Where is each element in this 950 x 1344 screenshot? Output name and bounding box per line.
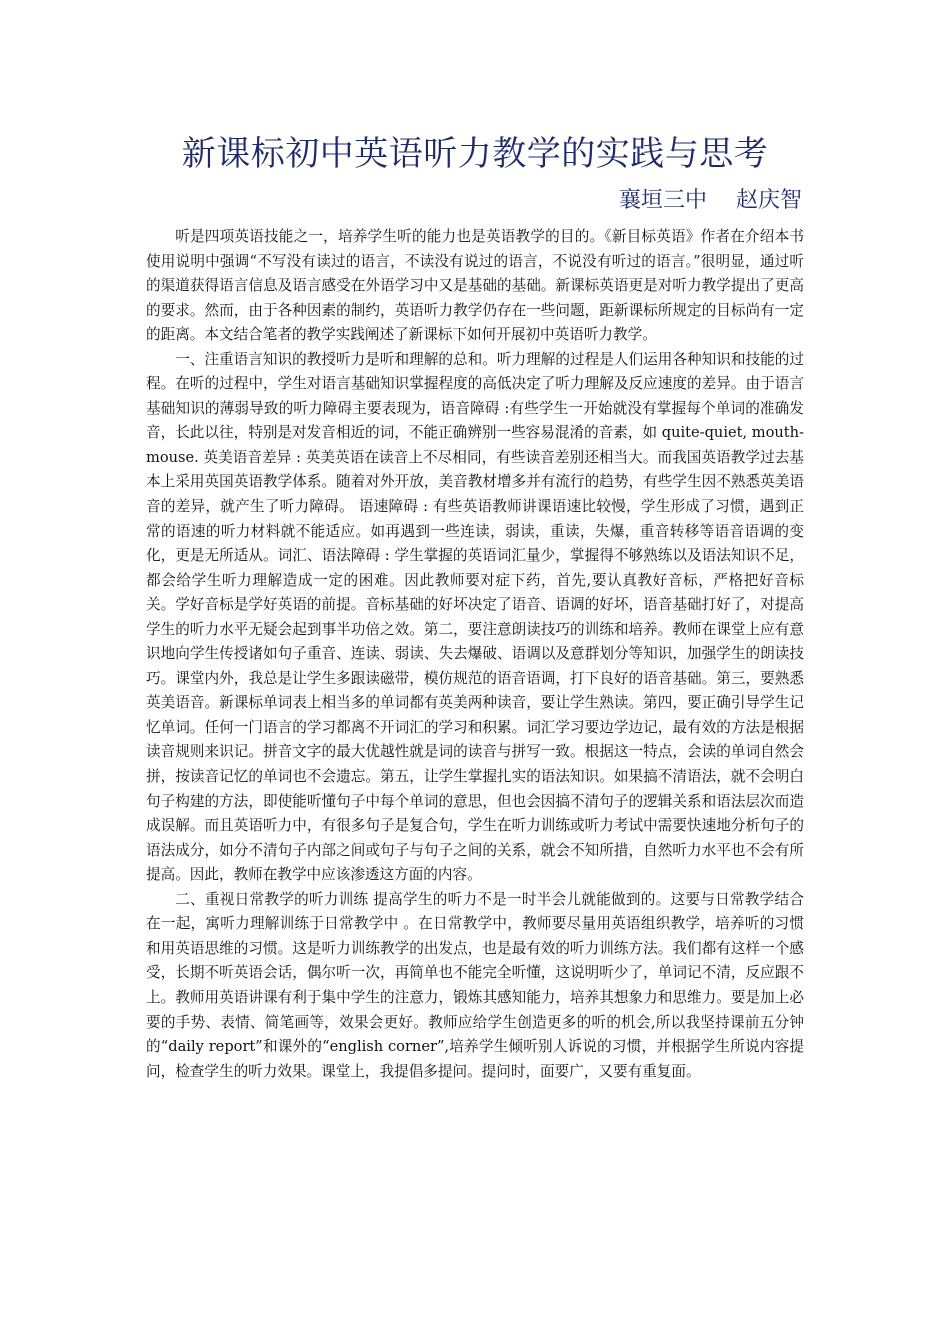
paragraph-section-1: 一、注重语言知识的教授听力是听和理解的总和。听力理解的过程是人们运用各种知识和技能的过程。在听的过程中，学生对语言基础知识掌握程度的高低决定了听力理解及反应速度的差异。由于语言基础知识的薄弱导致的听力障碍主要表现为，语音障碍 :有些学生一开始就没有掌握每个单词的准确发音，长此以往，特别是对发音相近的词，不能正确辨别一些容易混淆的音素，如 quite-quiet, mouth-mouse. 英美语音差异 : 英美英语在读音上不尽相同，有些读音差别还相当大。而我国英语教学过去基本上采用英国英语教学体系。随着对外开放，美音教材增多并有流行的趋势，有些学生因不熟悉英美语音的差异，就产生了听力障碍。 语速障碍 : 有些英语教师讲课语速比较慢，学生形成了习惯，遇到正常的语速的听力材料就不能适应。如再遇到一些连读，弱读，重读，失爆，重音转移等语音语调的变化，更是无所适从。词汇、语法障碍 : 学生掌握的英语词汇量少，掌握得不够熟练以及语法知识不足，都会给学生听力理解造成一定的困难。因此教师要对症下药，首先,要认真教好音标，严格把好音标关。学好音标是学好英语的前提。音标基础的好坏决定了语音、语调的好坏，语音基础打好了，对提高学生的听力水平无疑会起到事半功倍之效。第二，要注意朗读技巧的训练和培养。教师在课堂上应有意识地向学生传授诸如句子重音、连读、弱读、失去爆破、语调以及意群划分等知识，加强学生的朗读技巧。课堂内外，我总是让学生多跟读磁带，模仿规范的语音语调，打下良好的语音基础。第三，要熟悉英美语音。新课标单词表上相当多的单词都有英美两种读音，要让学生熟读。第四，要正确引导学生记忆单词。任何一门语言的学习都离不开词汇的学习和积累。词汇学习要边学边记，最有效的方法是根据读音规则来识记。拼音文字的最大优越性就是词的读音与拼写一致。根据这一特点，会读的单词自然会拼，按读音记忆的单词也不会遗忘。第五，让学生掌握扎实的语法知识。如果搞不清语法，就不会明白句子构建的方法，即使能听懂句子中每个单词的意思，但也会因搞不清句子的逻辑关系和语法层次而造成误解。而且英语听力中，有很多句子是复合句，学生在听力训练或听力考试中需要快速地分析句子的语法成分，如分不清句子内部之间或句子与句子之间的关系，就会不知所措，自然听力水平也不会有所提高。因此，教师在教学中应该渗透这方面的内容。 [146, 350, 804, 884]
document-title: 新课标初中英语听力教学的实践与思考 [181, 134, 769, 174]
paragraph-intro: 听是四项英语技能之一，培养学生听的能力也是英语教学的目的。《新目标英语》作者在介绍本书使用说明中强调“不写没有读过的语言，不读没有说过的语言，不说没有听过的语言。”很明显，通过听的渠道获得语言信息及语言感受在外语学习中又是基础的基础。新课标英语更是对听力教学提出了更高的要求。然而，由于各种因素的制约，英语听力教学仍存在一些问题，距新课标所规定的目标尚有一定的距离。本文结合笔者的教学实践阐述了新课标下如何开展初中英语听力教学。 [146, 228, 804, 344]
author-byline: 襄垣三中 赵庆智 [619, 188, 802, 213]
document-body [146, 225, 804, 1084]
paragraph-section-2: 二、重视日常教学的听力训练 提高学生的听力不是一时半会儿就能做到的。这要与日常教学结合在一起，寓听力理解训练于日常教学中 。在日常教学中，教师要尽量用英语组织教学，培养听的习惯和用英语思维的习惯。这是听力训练教学的出发点，也是最有效的听力训练方法。我们都有这样一个感受，长期不听英语会话，偶尔听一次，再简单也不能完全听懂，这说明听少了，单词记不清，反应跟不上。教师用英语讲课有利于集中学生的注意力，锻炼其感知能力，培养其想象力和思维力。要是加上必要的手势、表情、简笔画等，效果会更好。教师应给学生创造更多的听的机会,所以我坚持课前五分钟的“daily report”和课外的“english corner”,培养学生倾听别人诉说的习惯，并根据学生所说内容提问，检查学生的听力效果。课堂上，我提倡多提问。提问时，面要广，又要有重复面。 [146, 890, 804, 1080]
